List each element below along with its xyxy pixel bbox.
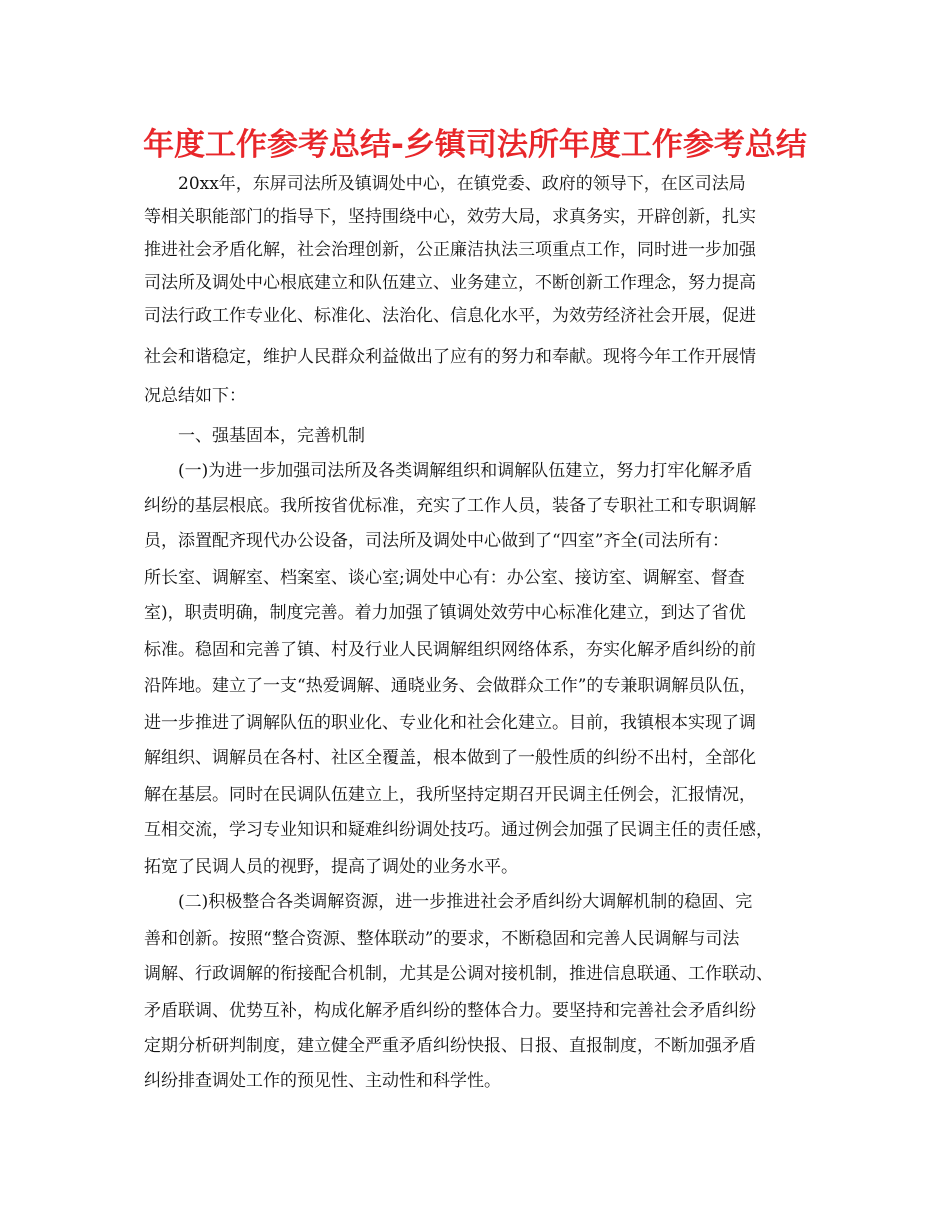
- text-line: 进一步推进了调解队伍的职业化、专业化和社会化建立。目前，我镇根本实现了调: [144, 713, 756, 733]
- text-line: 推进社会矛盾化解，社会治理创新，公正廉洁执法三项重点工作，同时进一步加强: [144, 240, 756, 260]
- text-line: 纠纷排查调处工作的预见性、主动性和科学性。: [144, 1071, 501, 1091]
- text-line: 况总结如下：: [144, 386, 246, 406]
- text-line: 拓宽了民调人员的视野，提高了调处的业务水平。: [144, 857, 518, 877]
- document-title: 年度工作参考总结-乡镇司法所年度工作参考总结: [143, 127, 807, 163]
- text-line: 司法所及调处中心根底建立和队伍建立、业务建立，不断创新工作理念，努力提高: [144, 273, 756, 293]
- text-line: 解在基层。同时在民调队伍建立上，我所坚持定期召开民调主任例会，汇报情况，: [144, 785, 756, 805]
- text-line: 等相关职能部门的指导下，坚持围绕中心，效劳大局，求真务实，开辟创新，扎实: [144, 207, 756, 227]
- text-line: 司法行政工作专业化、标准化、法治化、信息化水平，为效劳经济社会开展，促进: [144, 306, 756, 326]
- text-line: 善和创新。按照“整合资源、整体联动”的要求，不断稳固和完善人民调解与司法: [144, 929, 740, 949]
- text-line: 定期分析研判制度，建立健全严重矛盾纠纷快报、日报、直报制度，不断加强矛盾: [144, 1036, 756, 1056]
- text-line: 所长室、调解室、档案室、谈心室;调处中心有：办公室、接访室、调解室、督查: [144, 568, 745, 588]
- text-line: 解组织、调解员在各村、社区全覆盖，根本做到了一般性质的纠纷不出村，全部化: [144, 748, 756, 768]
- text-line: 20xx年，东屏司法所及镇调处中心，在镇党委、政府的领导下，在区司法局: [178, 174, 746, 194]
- text-line: (二)积极整合各类调解资源，进一步推进社会矛盾纠纷大调解机制的稳固、完: [178, 892, 753, 912]
- section-heading: 一、强基固本，完善机制: [178, 426, 365, 446]
- text-line: 员，添置配齐现代办公设备，司法所及调处中心做到了“四室”齐全(司法所有：: [144, 531, 730, 551]
- text-line: 室)，职责明确，制度完善。着力加强了镇调处效劳中心标准化建立，到达了省优: [144, 603, 746, 623]
- text-line: 社会和谐稳定，维护人民群众利益做出了应有的努力和奉献。现将今年工作开展情: [144, 347, 756, 367]
- text-line: 互相交流，学习专业知识和疑难纠纷调处技巧。通过例会加强了民调主任的责任感，: [144, 820, 773, 840]
- text-line: (一)为进一步加强司法所及各类调解组织和调解队伍建立，努力打牢化解矛盾: [178, 461, 753, 481]
- text-line: 矛盾联调、优势互补，构成化解矛盾纠纷的整体合力。要坚持和完善社会矛盾纠纷: [144, 1001, 756, 1021]
- text-line: 调解、行政调解的衔接配合机制，尤其是公调对接机制，推进信息联通、工作联动、: [144, 964, 773, 984]
- text-line: 标准。稳固和完善了镇、村及行业人民调解组织网络体系，夯实化解矛盾纠纷的前: [144, 640, 756, 660]
- text-line: 沿阵地。建立了一支“热爱调解、通晓业务、会做群众工作”的专兼职调解员队伍，: [144, 676, 757, 696]
- text-line: 纠纷的基层根底。我所按省优标准，充实了工作人员，装备了专职社工和专职调解: [144, 496, 756, 516]
